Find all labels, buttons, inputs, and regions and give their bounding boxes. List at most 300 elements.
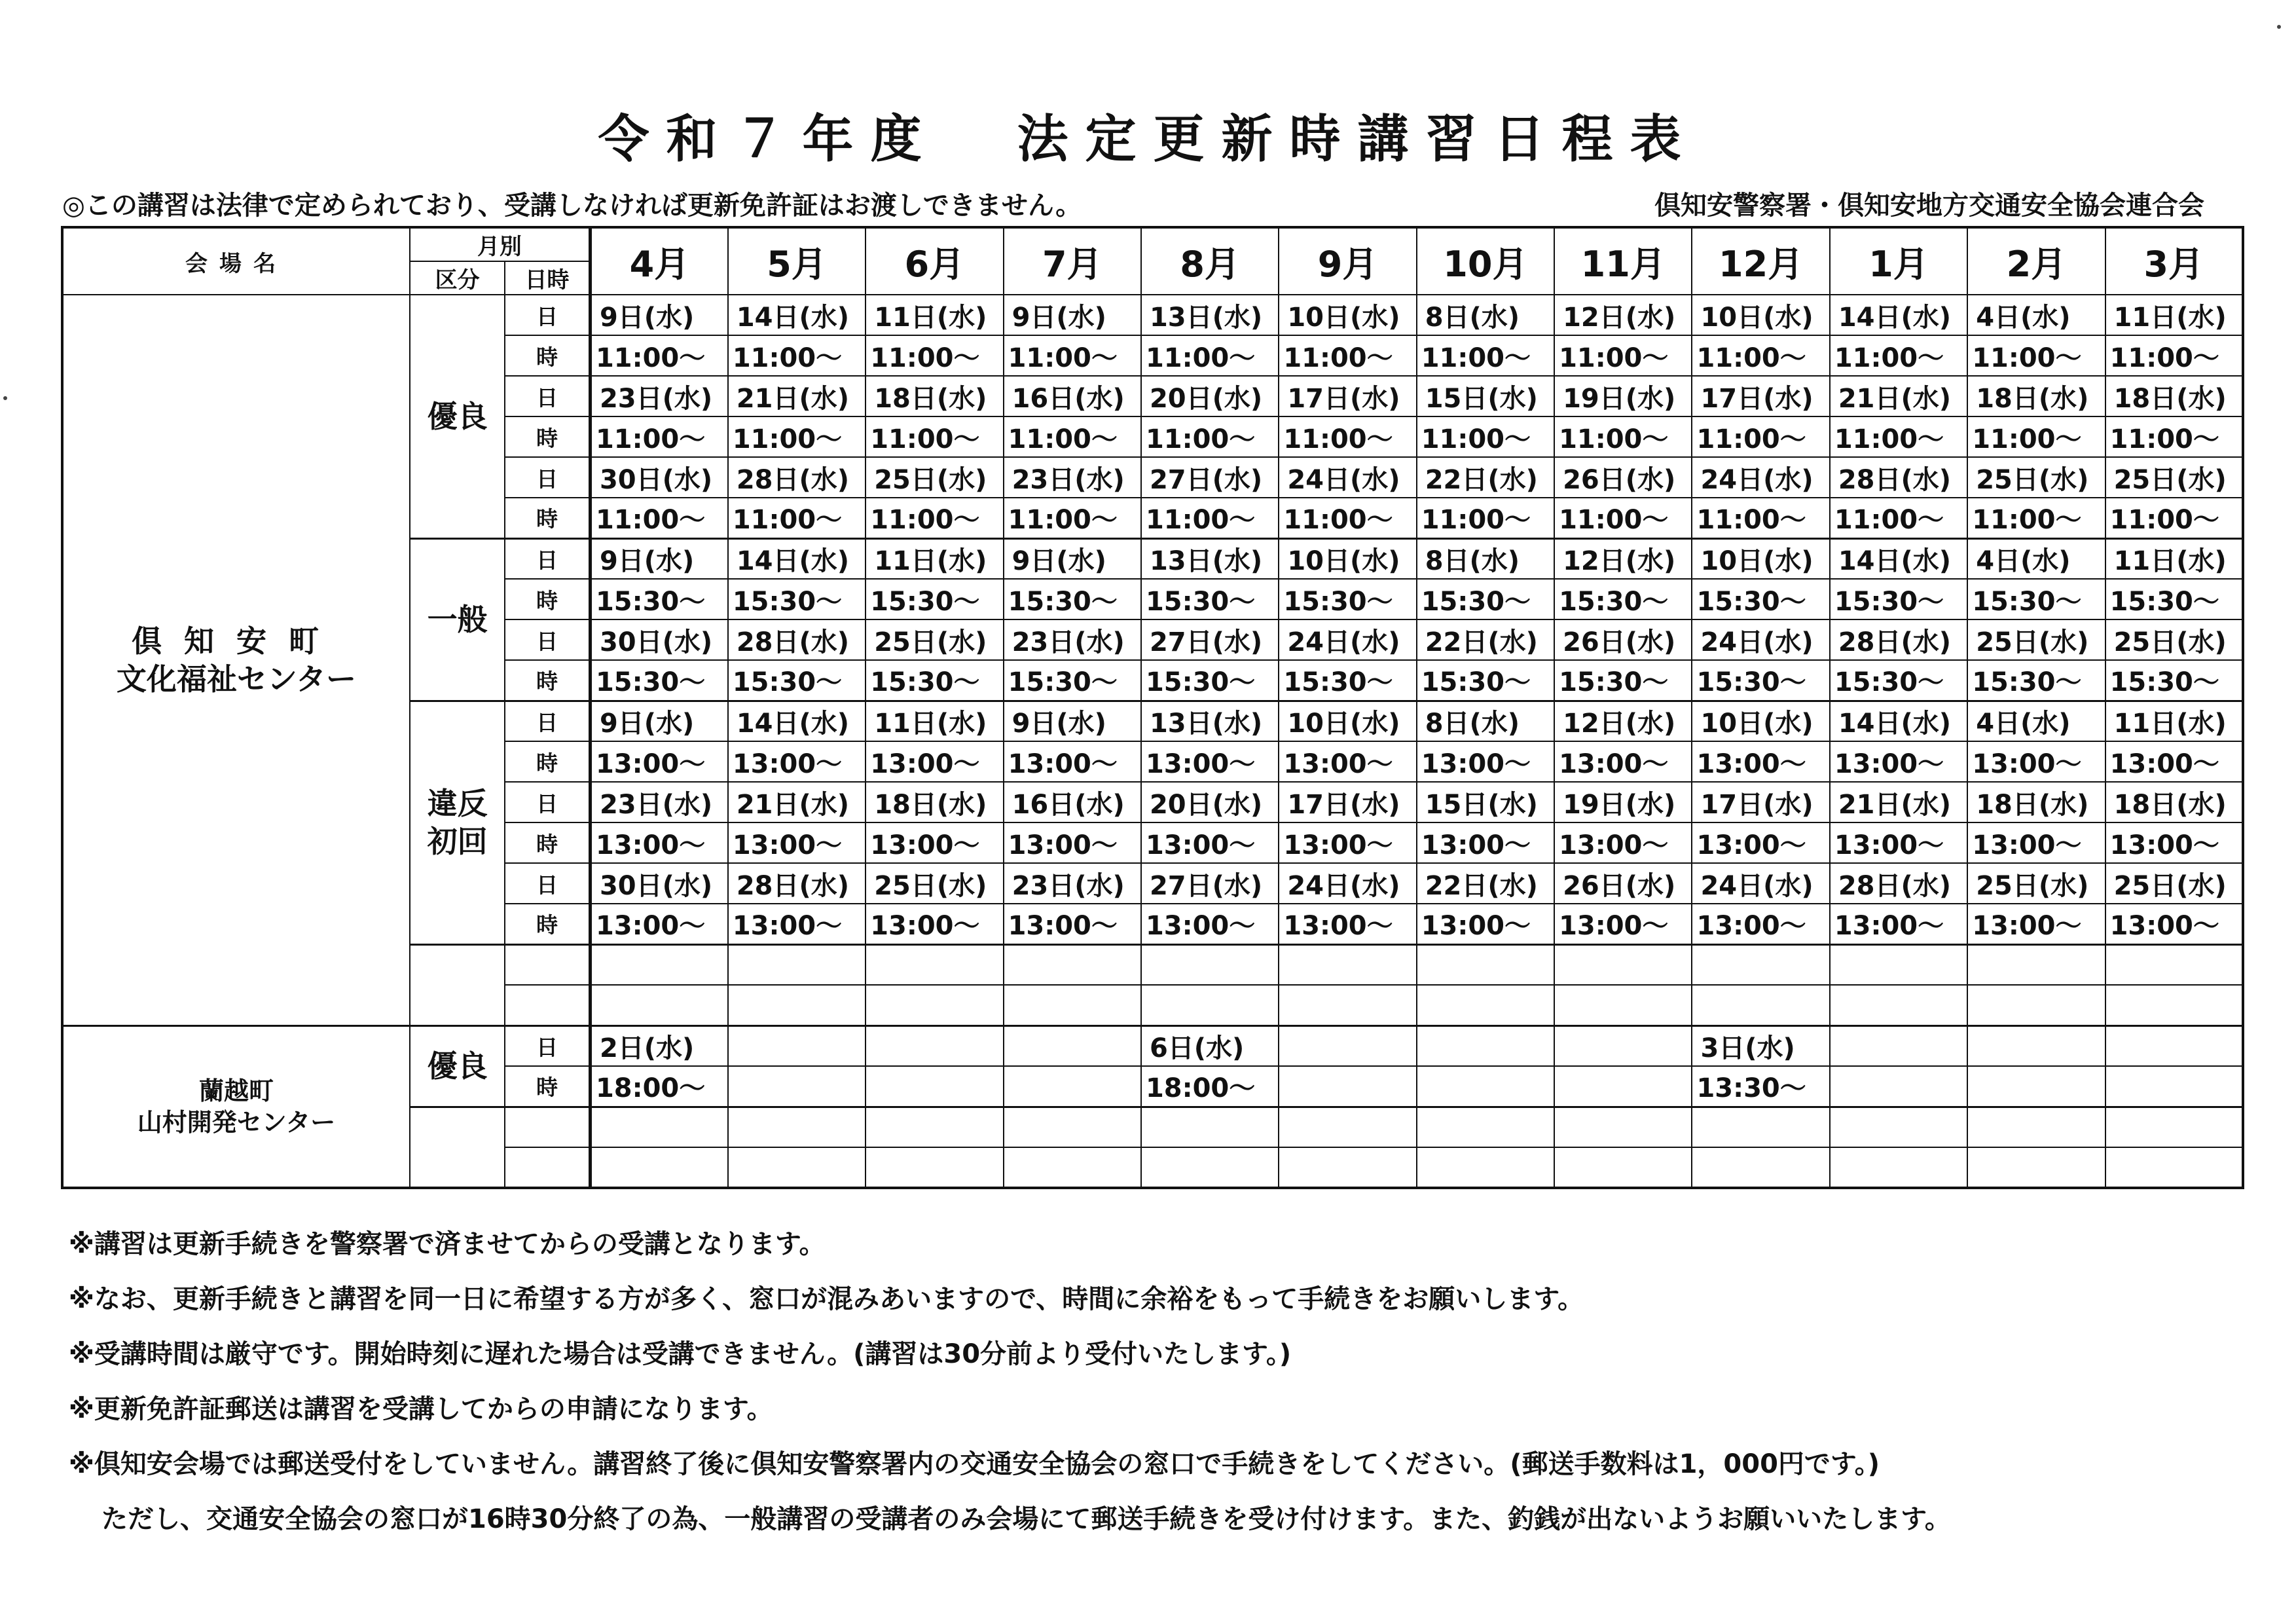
row-type-label: 日 [505,376,590,416]
schedule-table [61,226,2244,1189]
month-header-cell: 2月 [1967,227,2105,295]
time-cell: 15:30～ [1004,579,1141,619]
empty-cell [866,1147,1003,1188]
date-cell: 14日(水) [1830,538,1967,579]
date-cell: 10日(水) [1692,295,1829,335]
time-cell: 15:30～ [1554,579,1692,619]
date-cell: 17日(水) [1279,782,1416,822]
time-cell: 13:00～ [1279,904,1416,944]
row-type-label: 時 [505,904,590,944]
time-cell: 13:00～ [728,741,866,782]
cell-label-line: 倶知安町 [131,623,341,659]
date-cell: 4日(水) [1967,701,2105,741]
date-cell: 9日(水) [1004,701,1141,741]
time-cell: 15:30～ [2105,660,2243,701]
row-type-label [505,1147,590,1188]
time-cell: 15:30～ [2105,579,2243,619]
month-header-cell: 6月 [866,227,1003,295]
date-cell: 11日(水) [866,538,1003,579]
date-cell: 28日(水) [728,863,866,904]
time-cell: 11:00～ [1004,335,1141,376]
empty-cell [1417,1107,1554,1147]
date-cell: 15日(水) [1417,376,1554,416]
time-cell: 11:00～ [1417,335,1554,376]
time-cell [1830,1066,1967,1107]
date-cell: 25日(水) [1967,863,2105,904]
category-ippan [410,538,505,701]
date-cell: 25日(水) [2105,457,2243,498]
time-cell: 13:00～ [1967,741,2105,782]
date-cell: 13日(水) [1141,295,1279,335]
date-cell: 19日(水) [1554,782,1692,822]
date-cell [2105,1025,2243,1066]
time-cell: 13:00～ [1554,822,1692,863]
date-cell: 28日(水) [1830,457,1967,498]
time-cell: 11:00～ [1554,416,1692,457]
date-cell: 14日(水) [728,701,866,741]
month-header-cell: 7月 [1004,227,1141,295]
date-cell: 11日(水) [2105,701,2243,741]
date-cell [866,1025,1003,1066]
date-cell: 20日(水) [1141,376,1279,416]
date-cell: 28日(水) [728,457,866,498]
date-cell: 27日(水) [1141,457,1279,498]
date-cell: 25日(水) [2105,619,2243,660]
time-cell: 11:00～ [728,416,866,457]
scan-speck [3,396,7,400]
row-type-label [505,985,590,1025]
category-header: 区分 [410,261,505,295]
time-cell: 11:00～ [1692,498,1829,538]
time-cell: 13:00～ [1554,741,1692,782]
date-cell: 17日(水) [1692,782,1829,822]
time-cell: 15:30～ [1554,660,1692,701]
title-year: 令和７年度 [598,110,939,169]
time-cell: 13:00～ [1417,741,1554,782]
month-header-cell: 12月 [1692,227,1829,295]
time-cell: 13:30～ [1692,1066,1829,1107]
empty-cell [1692,985,1829,1025]
time-cell: 11:00～ [1830,498,1967,538]
empty-cell [1141,985,1279,1025]
date-cell: 14日(水) [1830,701,1967,741]
cell-label-line: 初回 [427,824,488,859]
time-cell: 11:00～ [1554,335,1692,376]
time-cell: 11:00～ [1692,416,1829,457]
date-cell: 21日(水) [728,782,866,822]
time-cell: 11:00～ [2105,498,2243,538]
date-cell: 19日(水) [1554,376,1692,416]
scan-speck [2277,25,2281,29]
time-cell: 15:30～ [1830,660,1967,701]
time-cell: 15:30～ [590,579,727,619]
empty-cell [1279,985,1416,1025]
empty-cell [1692,944,1829,985]
time-cell: 13:00～ [728,904,866,944]
time-cell: 11:00～ [1279,416,1416,457]
time-cell: 13:00～ [866,904,1003,944]
date-cell: 21日(水) [728,376,866,416]
date-cell: 25日(水) [1967,619,2105,660]
time-cell: 18:00～ [1141,1066,1279,1107]
time-cell: 11:00～ [1830,416,1967,457]
time-cell: 13:00～ [1141,904,1279,944]
time-cell: 15:30～ [866,579,1003,619]
row-type-label: 日 [505,619,590,660]
date-cell: 27日(水) [1141,863,1279,904]
date-cell [1004,1025,1141,1066]
date-cell: 21日(水) [1830,782,1967,822]
time-cell: 15:30～ [728,660,866,701]
date-cell: 10日(水) [1279,295,1416,335]
date-cell: 14日(水) [728,538,866,579]
time-cell: 11:00～ [1141,416,1279,457]
time-cell: 11:00～ [590,498,727,538]
date-cell [728,1025,866,1066]
category-yuuryou [410,295,505,538]
empty-cell [866,1107,1003,1147]
date-cell: 2日(水) [590,1025,727,1066]
time-cell: 15:30～ [1967,579,2105,619]
date-cell: 22日(水) [1417,457,1554,498]
empty-cell [590,1107,727,1147]
date-cell: 4日(水) [1967,538,2105,579]
month-header-cell: 9月 [1279,227,1416,295]
time-cell: 13:00～ [1830,741,1967,782]
date-cell: 28日(水) [728,619,866,660]
time-cell: 13:00～ [2105,741,2243,782]
time-cell: 15:30～ [1141,660,1279,701]
time-cell: 13:00～ [1692,822,1829,863]
time-cell: 11:00～ [1141,335,1279,376]
time-cell: 15:30～ [1417,660,1554,701]
date-cell: 30日(水) [590,863,727,904]
empty-cell [728,1107,866,1147]
time-cell: 13:00～ [1830,822,1967,863]
empty-cell [728,985,866,1025]
row-type-label: 時 [505,416,590,457]
time-cell: 13:00～ [590,741,727,782]
time-cell: 11:00～ [1554,498,1692,538]
month-header: 月別 [410,227,590,261]
time-cell: 13:00～ [866,741,1003,782]
date-cell: 20日(水) [1141,782,1279,822]
time-cell: 15:30～ [728,579,866,619]
empty-cell [2105,985,2243,1025]
date-cell: 18日(水) [1967,782,2105,822]
date-cell: 10日(水) [1279,538,1416,579]
row-type-label: 時 [505,579,590,619]
time-cell: 13:00～ [590,904,727,944]
cell-label-line: 優良 [427,1048,488,1084]
date-cell: 8日(水) [1417,538,1554,579]
time-cell: 11:00～ [1141,498,1279,538]
date-cell: 9日(水) [1004,295,1141,335]
date-cell: 14日(水) [728,295,866,335]
row-type-label: 時 [505,822,590,863]
time-cell: 13:00～ [1279,741,1416,782]
date-cell: 25日(水) [866,619,1003,660]
time-cell: 13:00～ [1417,904,1554,944]
time-cell: 13:00～ [1004,904,1141,944]
row-type-label: 時 [505,741,590,782]
time-cell: 11:00～ [1417,498,1554,538]
row-type-label: 日 [505,457,590,498]
time-cell: 11:00～ [1004,416,1141,457]
date-cell: 24日(水) [1279,619,1416,660]
date-cell: 8日(水) [1417,701,1554,741]
date-cell: 25日(水) [866,863,1003,904]
empty-cell [1141,1107,1279,1147]
time-cell: 13:00～ [2105,822,2243,863]
date-cell: 3日(水) [1692,1025,1829,1066]
time-cell: 11:00～ [2105,335,2243,376]
date-cell: 16日(水) [1004,376,1141,416]
date-cell: 10日(水) [1279,701,1416,741]
date-cell: 11日(水) [866,701,1003,741]
month-header-cell: 4月 [590,227,727,295]
cell-label-line: 違反 [427,786,488,821]
time-cell: 15:30～ [1417,579,1554,619]
month-header-cell: 5月 [728,227,866,295]
date-cell: 26日(水) [1554,457,1692,498]
time-cell: 15:30～ [1692,579,1829,619]
category-blank [410,1107,505,1188]
date-cell: 28日(水) [1830,619,1967,660]
empty-cell [1279,1107,1416,1147]
time-cell: 11:00～ [2105,416,2243,457]
date-cell: 27日(水) [1141,619,1279,660]
time-cell: 13:00～ [1141,822,1279,863]
empty-cell [590,985,727,1025]
date-cell: 23日(水) [1004,863,1141,904]
date-cell: 13日(水) [1141,701,1279,741]
date-cell: 23日(水) [590,376,727,416]
empty-cell [1692,1107,1829,1147]
empty-cell [1967,944,2105,985]
time-cell: 13:00～ [866,822,1003,863]
date-cell: 10日(水) [1692,701,1829,741]
time-cell: 11:00～ [866,416,1003,457]
empty-cell [2105,1147,2243,1188]
row-type-label: 日 [505,701,590,741]
date-cell: 24日(水) [1692,863,1829,904]
time-cell: 13:00～ [1967,822,2105,863]
time-cell [1279,1066,1416,1107]
empty-cell [2105,1107,2243,1147]
empty-cell [1967,1147,2105,1188]
time-cell [2105,1066,2243,1107]
row-type-label: 時 [505,1066,590,1107]
date-cell: 22日(水) [1417,619,1554,660]
notes-section [69,1217,1951,1547]
venue-cell-rankoshi [62,1025,410,1188]
empty-cell [728,944,866,985]
time-cell [1554,1066,1692,1107]
time-cell: 11:00～ [728,498,866,538]
time-cell: 13:00～ [1279,822,1416,863]
time-cell: 13:00～ [1692,741,1829,782]
cell-label-line: 山村開発センター [137,1107,336,1137]
date-cell: 17日(水) [1692,376,1829,416]
date-cell: 12日(水) [1554,701,1692,741]
date-cell: 26日(水) [1554,863,1692,904]
time-cell: 11:00～ [590,416,727,457]
organizer: 倶知安警察署・倶知安地方交通安全協会連合会 [1654,191,2204,221]
time-cell: 15:30～ [1279,579,1416,619]
category-ihan [410,701,505,944]
date-cell: 18日(水) [866,782,1003,822]
empty-cell [1554,1147,1692,1188]
time-cell: 13:00～ [1692,904,1829,944]
time-cell [1004,1066,1141,1107]
time-cell: 11:00～ [866,335,1003,376]
empty-cell [1004,1147,1141,1188]
date-cell: 18日(水) [2105,782,2243,822]
venue-cell-kutchan [62,295,410,1025]
time-cell [1417,1066,1554,1107]
date-cell: 23日(水) [590,782,727,822]
row-type-label: 時 [505,335,590,376]
time-cell [866,1066,1003,1107]
date-cell: 18日(水) [1967,376,2105,416]
time-cell: 11:00～ [1279,335,1416,376]
time-cell: 11:00～ [1417,416,1554,457]
note-line: ※講習は更新手続きを警察署で済ませてからの受講となります。 [69,1229,826,1259]
top-note: ◎この講習は法律で定められており、受講しなければ更新免許証はお渡しできません。 [62,191,1082,221]
empty-cell [1417,1147,1554,1188]
date-cell: 12日(水) [1554,538,1692,579]
time-cell: 15:30～ [1967,660,2105,701]
time-cell: 13:00～ [728,822,866,863]
time-cell: 11:00～ [1692,335,1829,376]
time-cell: 15:30～ [1279,660,1416,701]
row-type-label: 日 [505,295,590,335]
date-cell: 23日(水) [1004,619,1141,660]
date-cell [1417,1025,1554,1066]
date-cell: 6日(水) [1141,1025,1279,1066]
date-cell: 9日(水) [590,295,727,335]
table-row [62,1025,2243,1066]
time-cell: 11:00～ [1830,335,1967,376]
date-cell [1830,1025,1967,1066]
time-cell: 15:30～ [1830,579,1967,619]
time-cell: 11:00～ [1967,498,2105,538]
date-cell: 18日(水) [866,376,1003,416]
date-cell: 25日(水) [1967,457,2105,498]
empty-cell [1417,985,1554,1025]
row-type-label: 日 [505,782,590,822]
time-cell: 15:30～ [1141,579,1279,619]
time-cell: 13:00～ [590,822,727,863]
date-cell: 24日(水) [1692,619,1829,660]
date-cell: 25日(水) [866,457,1003,498]
date-cell: 12日(水) [1554,295,1692,335]
time-cell: 13:00～ [1830,904,1967,944]
note-line: ※なお、更新手続きと講習を同一日に希望する方が多く、窓口が混みあいますので、時間に余裕をもって手続きをお願いします。 [69,1284,1584,1314]
date-cell: 30日(水) [590,457,727,498]
empty-cell [1554,985,1692,1025]
time-cell: 15:30～ [590,660,727,701]
empty-cell [1830,985,1967,1025]
date-cell: 26日(水) [1554,619,1692,660]
date-cell: 28日(水) [1830,863,1967,904]
date-cell [1967,1025,2105,1066]
date-cell: 22日(水) [1417,863,1554,904]
time-cell: 13:00～ [2105,904,2243,944]
empty-cell [866,944,1003,985]
note-line: ※更新免許証郵送は講習を受講してからの申請になります。 [69,1394,773,1424]
date-cell: 24日(水) [1692,457,1829,498]
empty-cell [2105,944,2243,985]
empty-cell [1141,1147,1279,1188]
month-header-cell: 10月 [1417,227,1554,295]
category-blank [410,944,505,1025]
title-main: 法定更新時講習日程表 [1017,110,1698,169]
cell-label-line: 一般 [427,602,488,637]
date-cell [1279,1025,1416,1066]
empty-cell [866,985,1003,1025]
date-cell: 10日(水) [1692,538,1829,579]
date-cell: 24日(水) [1279,457,1416,498]
note-line: ※倶知安会場では郵送受付をしていません。講習終了後に倶知安警察署内の交通安全協会の窓口で手続きをしてください。(郵送手数料は1，000円です。) [69,1449,1880,1479]
daytime-header: 日時 [505,261,590,295]
empty-cell [1004,985,1141,1025]
time-cell: 15:30～ [1692,660,1829,701]
empty-cell [1554,1107,1692,1147]
page-title [0,98,2296,172]
time-cell: 11:00～ [1967,335,2105,376]
month-header-cell: 8月 [1141,227,1279,295]
month-header-cell: 11月 [1554,227,1692,295]
date-cell: 8日(水) [1417,295,1554,335]
row-type-label: 日 [505,863,590,904]
cell-label-line: 文化福祉センター [116,661,357,697]
empty-cell [1279,1147,1416,1188]
empty-cell [1554,944,1692,985]
time-cell [1967,1066,2105,1107]
empty-cell [1967,1107,2105,1147]
date-cell: 13日(水) [1141,538,1279,579]
empty-cell [590,944,727,985]
cell-label-line: 蘭越町 [198,1076,274,1105]
time-cell: 15:30～ [1004,660,1141,701]
month-header-cell: 1月 [1830,227,1967,295]
time-cell: 13:00～ [1967,904,2105,944]
time-cell: 13:00～ [1417,822,1554,863]
row-type-label: 時 [505,660,590,701]
date-cell: 9日(水) [590,538,727,579]
empty-cell [1279,944,1416,985]
empty-cell [728,1147,866,1188]
date-cell: 23日(水) [1004,457,1141,498]
empty-cell [1830,1147,1967,1188]
time-cell: 13:00～ [1141,741,1279,782]
empty-cell [1967,985,2105,1025]
time-cell: 13:00～ [1554,904,1692,944]
date-cell: 17日(水) [1279,376,1416,416]
venue-header: 会場名 [62,227,410,295]
row-type-label [505,1107,590,1147]
time-cell: 11:00～ [1967,416,2105,457]
empty-cell [1692,1147,1829,1188]
row-type-label [505,944,590,985]
time-cell [728,1066,866,1107]
time-cell: 13:00～ [1004,741,1141,782]
date-cell: 14日(水) [1830,295,1967,335]
note-line: ただし、交通安全協会の窓口が16時30分終了の為、一般講習の受講者のみ会場にて郵送手続きを受け付けます。また、釣銭が出ないようお願いいたします。 [101,1504,1951,1534]
date-cell: 24日(水) [1279,863,1416,904]
